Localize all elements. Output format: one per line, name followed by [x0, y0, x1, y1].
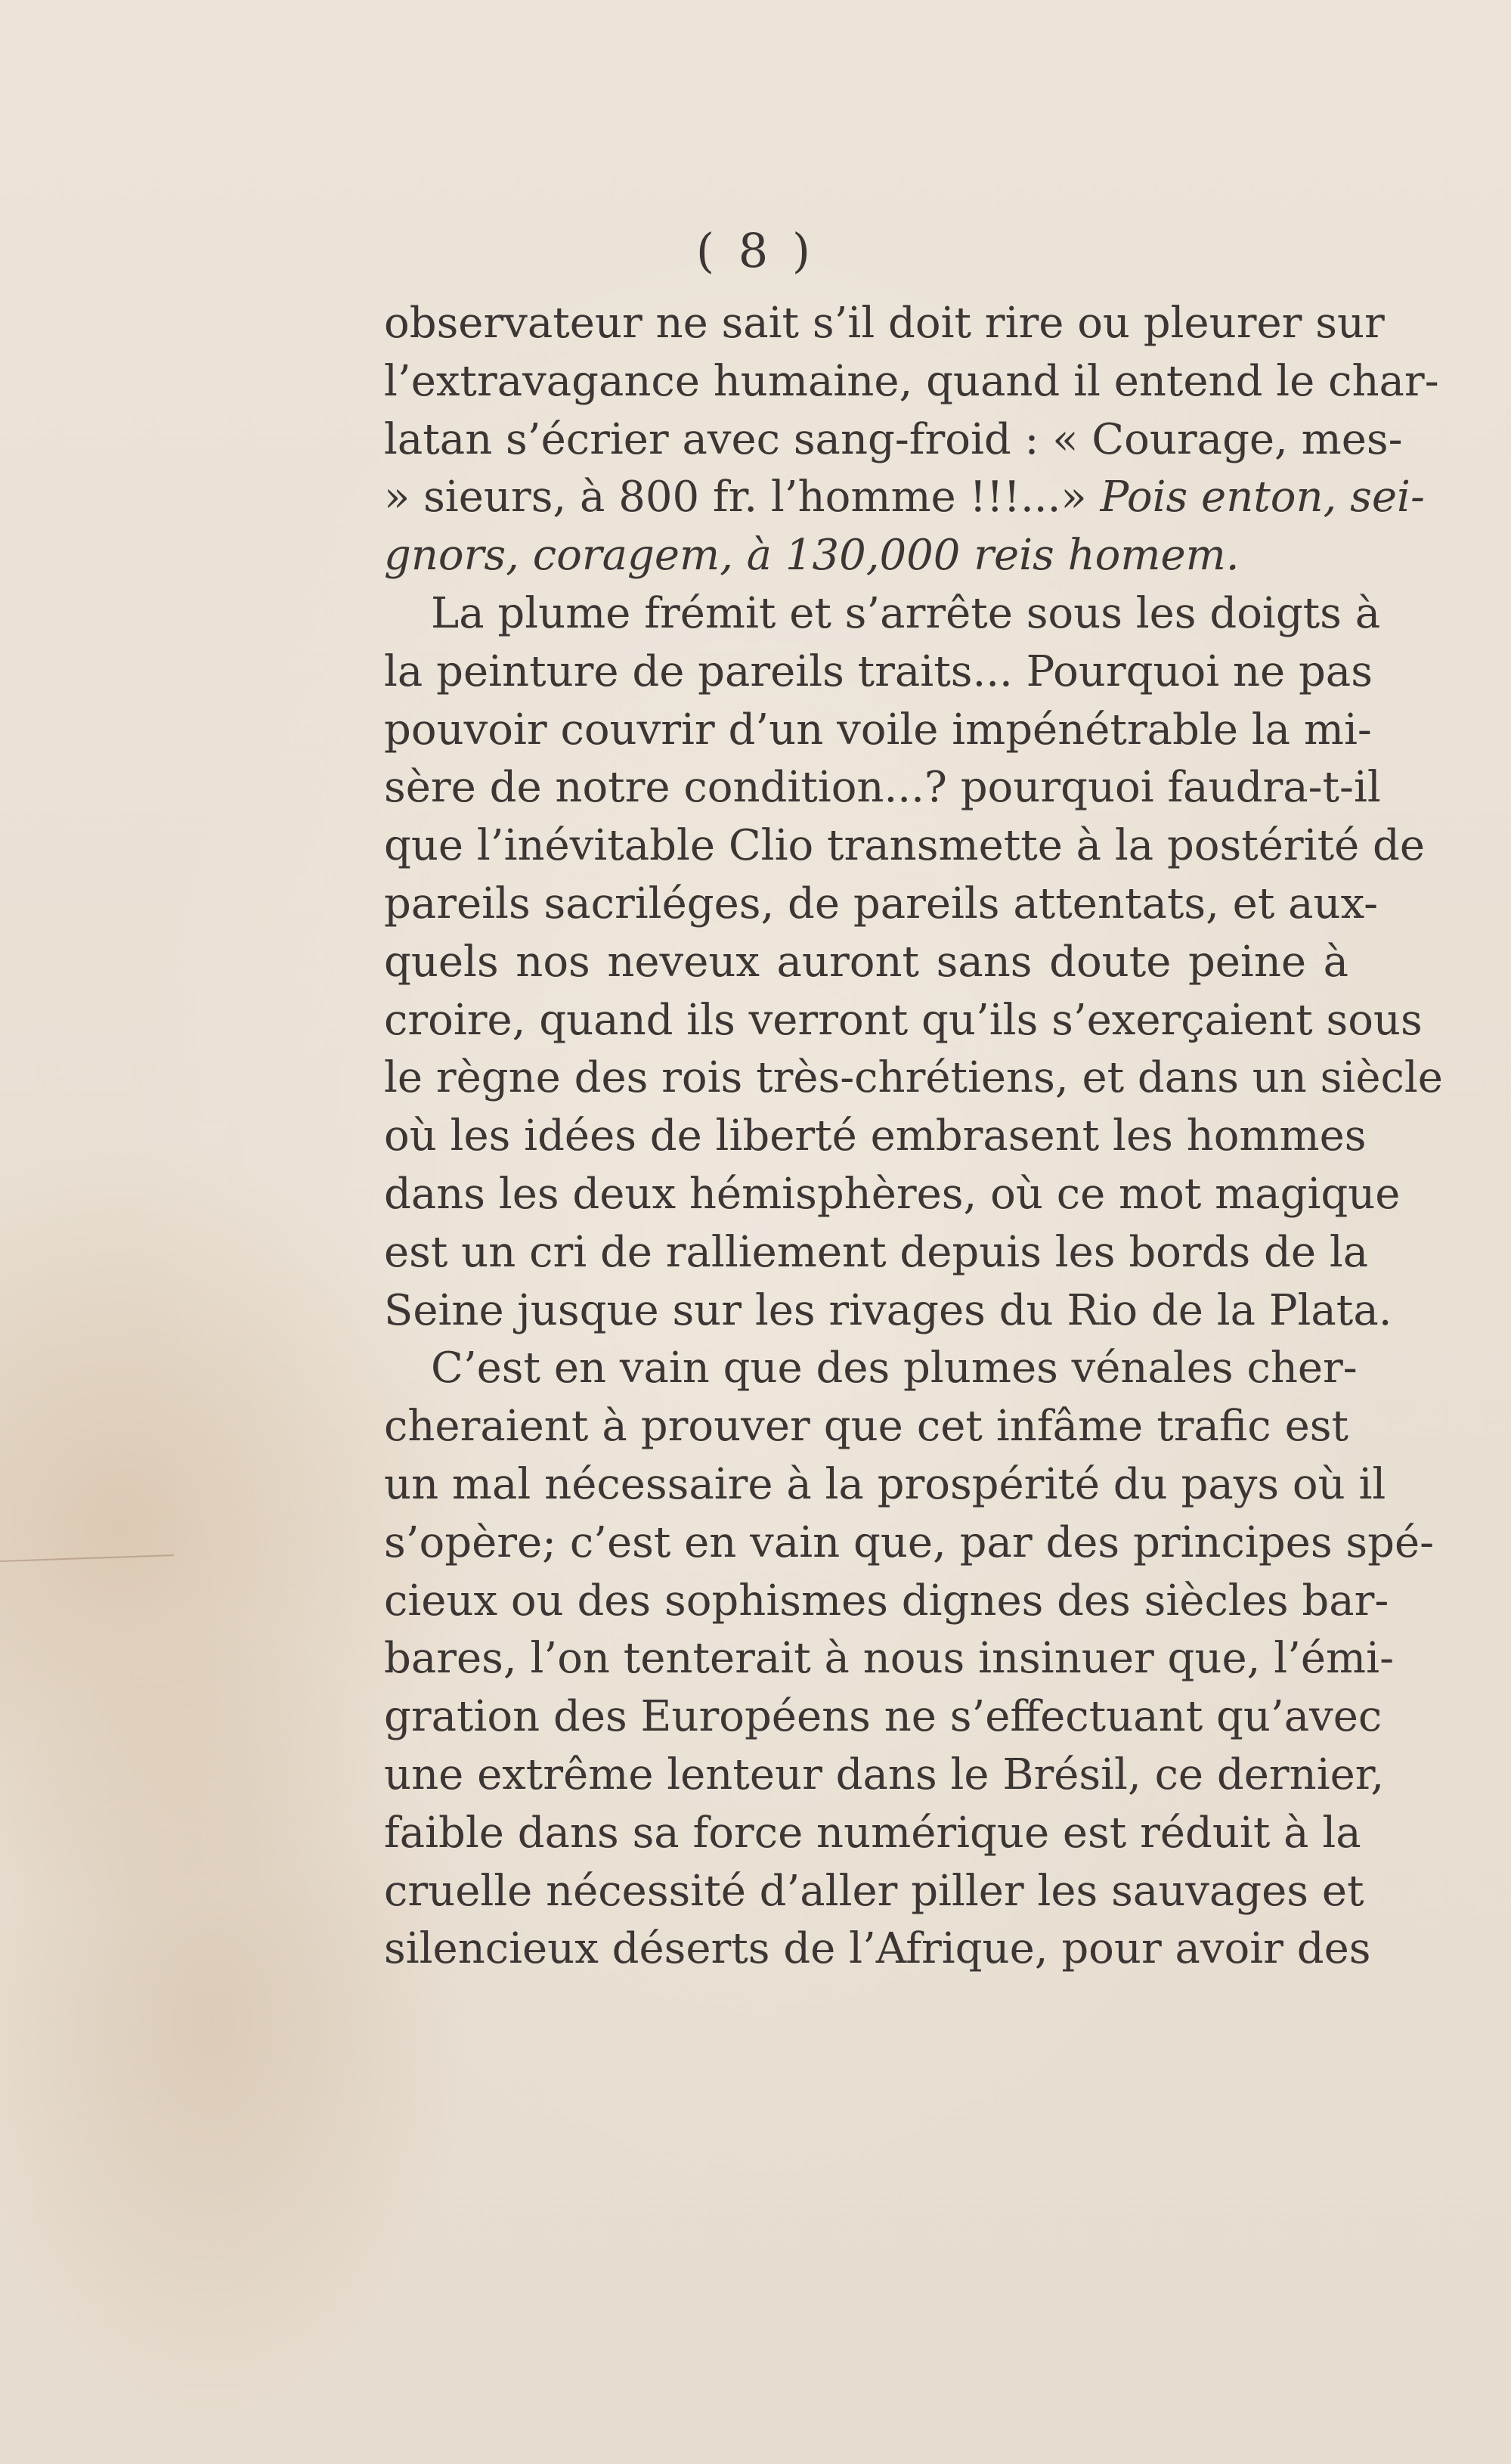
text-line-23: cieux ou des sophismes dignes des siècles bar-: [384, 1576, 1389, 1626]
text-line-28: cruelle nécessité d’aller piller les sauvages et: [384, 1866, 1364, 1916]
body-text: [384, 295, 1443, 1979]
text-line-29: silencieux déserts de l’Afrique, pour avoir des: [384, 1924, 1371, 1974]
text-line-11: pareils sacriléges, de pareils attentats, et aux-: [384, 879, 1379, 928]
text-line-17: est un cri de ralliement depuis les bords de la: [384, 1227, 1369, 1277]
text-line-20: cheraient à prouver que cet infâme trafic est: [384, 1402, 1348, 1452]
text-line-9: sère de notre condition...? pourquoi faudra-t-il: [384, 763, 1381, 813]
text-line-21: un mal nécessaire à la prospérité du pays où il: [384, 1459, 1386, 1509]
text-line-16: dans les deux hémisphères, où ce mot magique: [384, 1169, 1401, 1219]
text-line-2: l’extravagance humaine, quand il entend le char-: [384, 356, 1439, 406]
text-line-15: où les idées de liberté embrasent les hommes: [384, 1111, 1367, 1161]
text-line-13: croire, quand ils verront qu’ils s’exerçaient sous: [384, 995, 1423, 1045]
text-line-10: que l’inévitable Clio transmette à la postérité de: [384, 821, 1426, 871]
text-line-1: observateur ne sait s’il doit rire ou pleurer sur: [384, 299, 1385, 348]
text-line-19: C’est en vain que des plumes vénales cher-: [431, 1344, 1358, 1393]
text-line-25: gration des Européens ne s’effectuant qu’avec: [384, 1692, 1383, 1742]
text-line-26: une extrême lenteur dans le Brésil, ce dernier,: [384, 1750, 1385, 1799]
portuguese-quote-part-2: gnors, coragem, à 130,000 reis homem.: [384, 531, 1240, 581]
text-line-22: s’opère; c’est en vain que, par des principes spé-: [384, 1517, 1435, 1567]
text-line-18: Seine jusque sur les rivages du Rio de la Plata.: [384, 1285, 1392, 1335]
text-line-5: [384, 527, 1348, 585]
text-line-7: la peinture de pareils traits... Pourquoi ne pas: [384, 646, 1373, 696]
text-line-14: le règne des rois très-chrétiens, et dans un siècle: [384, 1053, 1443, 1103]
paper-crease: [0, 1554, 174, 1562]
text-line-12: quels nos neveux auront sans doute peine à: [384, 937, 1348, 987]
portuguese-quote-part-1: Pois enton, sei-: [1100, 473, 1425, 522]
text-line-27: faible dans sa force numérique est réduit à la: [384, 1808, 1361, 1858]
text-line-3: latan s’écrier avec sang-froid : « Courage, mes-: [384, 414, 1403, 464]
text-line-4: » sieurs, à 800 fr. l’homme !!!...» Pois enton, sei-: [384, 473, 1425, 522]
text-line-6: La plume frémit et s’arrête sous les doigts à: [431, 588, 1381, 638]
text-line-24: bares, l’on tenterait à nous insinuer que, l’émi-: [384, 1634, 1394, 1684]
text-line-8: pouvoir couvrir d’un voile impénétrable la mi-: [384, 705, 1372, 755]
page-number: ( 8 ): [695, 223, 816, 278]
